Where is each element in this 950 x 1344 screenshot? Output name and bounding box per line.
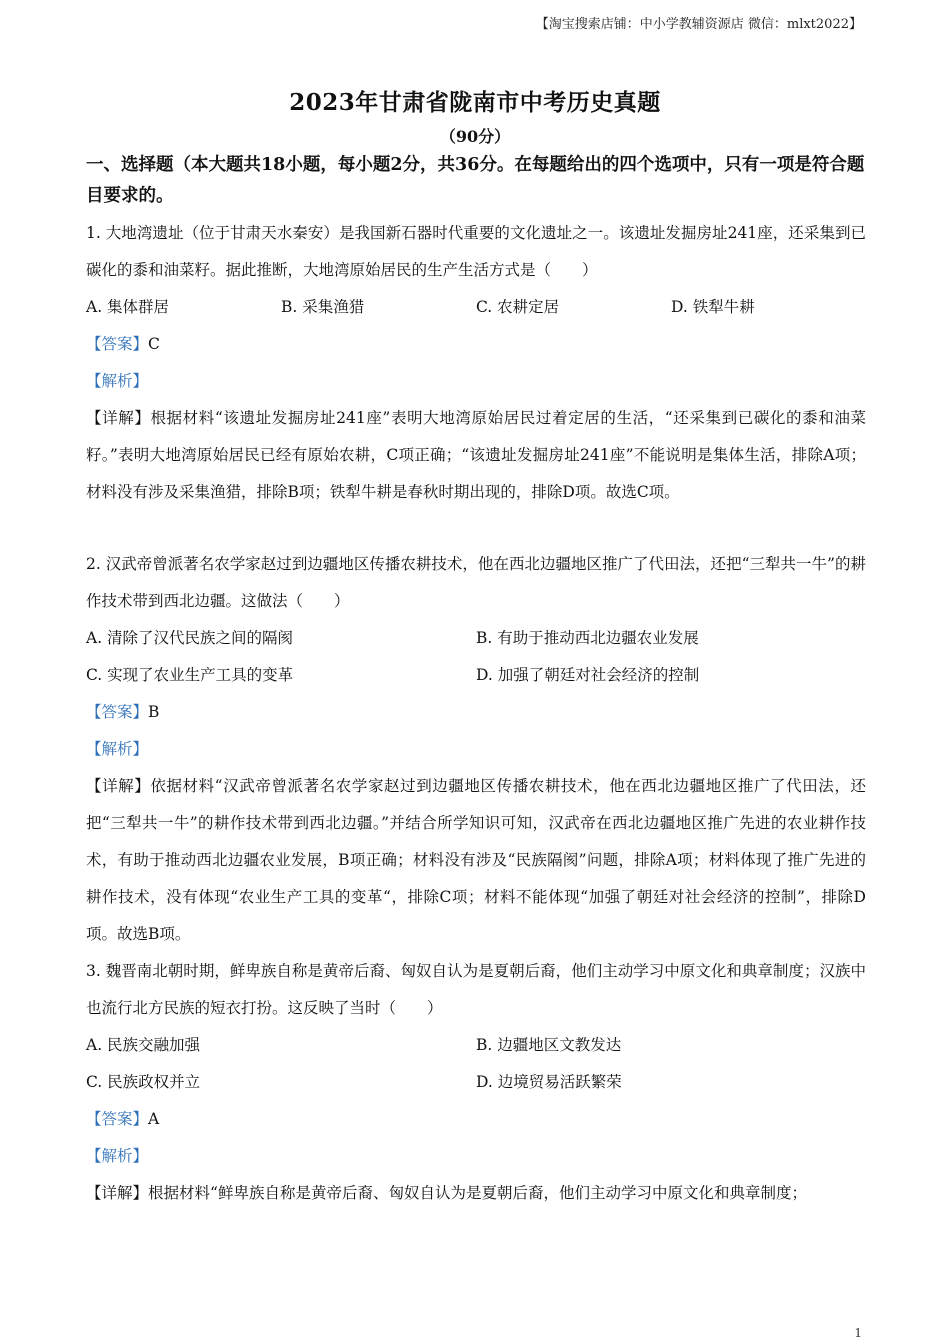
total-score: （90分） [439, 127, 511, 146]
detail-text: 依据材料“汉武帝曾派著名农学家赵过到边疆地区传播农耕技术，他在西北边疆地区推广了代田法，还把“三犁共一牛”的耕作技术带到西北边疆。”并结合所学知识可知，汉武帝在西北边疆地区推广先进的农业耕作技术，有助于推动西北边疆农业发展，B项正确；材料没有涉及“民族隔阂”问题，排除A项；材料体现了推广先进的耕作技术，没有体现“农业生产工具的变革“，排除C项；材料不能体现“加强了朝廷对社会经济的控制”，排除D项。故选B项。 [86, 777, 866, 943]
option-list [86, 289, 866, 326]
option-row [86, 1064, 866, 1101]
detail-paragraph [86, 768, 866, 953]
detail-tag: 【详解】 [86, 777, 151, 795]
option-a: A. 清除了汉代民族之间的隔阂 [86, 629, 294, 647]
analysis-tag: 【解析】 [86, 740, 149, 758]
page-header: 【淘宝搜索店铺：中小学教辅资源店 微信：mlxt2022】 [535, 17, 862, 32]
option-a: A. 民族交融加强 [86, 1036, 201, 1054]
document-body [86, 150, 866, 1212]
option-row [86, 657, 866, 694]
question-stem: 2. 汉武帝曾派著名农学家赵过到边疆地区传播农耕技术，他在西北边疆地区推广了代田法，还把“三犁共一牛”的耕作技术带到西北边疆。这做法（ ） [86, 555, 866, 610]
answer-line [86, 694, 866, 731]
option-row [86, 1027, 866, 1064]
answer-tag: 【答案】 [86, 1110, 149, 1128]
answer-line [86, 1101, 866, 1138]
detail-paragraph [86, 1175, 866, 1212]
option-b: B. 有助于推动西北边疆农业发展 [476, 629, 699, 647]
option-b: B. 采集渔猎 [281, 298, 365, 316]
question-stem: 1. 大地湾遗址（位于甘肃天水秦安）是我国新石器时代重要的文化遗址之一。该遗址发掘房址241座，还采集到已碳化的黍和油菜籽。据此推断，大地湾原始居民的生产生活方式是（ ） [86, 224, 866, 279]
detail-text: 根据材料“鲜卑族自称是黄帝后裔、匈奴自认为是夏朝后裔，他们主动学习中原文化和典章制度； [148, 1184, 807, 1202]
question-2 [86, 546, 866, 953]
answer-tag: 【答案】 [86, 703, 149, 721]
option-a: A. 集体群居 [86, 298, 170, 316]
option-c: C. 农耕定居 [476, 298, 560, 316]
answer-value: C [148, 335, 160, 353]
answer-tag: 【答案】 [86, 335, 149, 353]
detail-paragraph [86, 400, 866, 511]
option-c: C. 实现了农业生产工具的变革 [86, 666, 294, 684]
option-b: B. 边疆地区文教发达 [476, 1036, 622, 1054]
option-d: D. 边境贸易活跃繁荣 [476, 1073, 622, 1091]
answer-line [86, 326, 866, 363]
spacer [86, 511, 866, 546]
detail-tag: 【详解】 [86, 1184, 149, 1202]
option-d: D. 加强了朝廷对社会经济的控制 [476, 666, 700, 684]
analysis-tag: 【解析】 [86, 1147, 149, 1165]
option-c: C. 民族政权并立 [86, 1073, 201, 1091]
detail-tag: 【详解】 [86, 409, 151, 427]
option-row [86, 620, 866, 657]
answer-value: B [148, 703, 160, 721]
option-d: D. 铁犁牛耕 [671, 298, 755, 316]
section-title: 一、选择题（本大题共18小题，每小题2分，共36分。在每题给出的四个选项中，只有一项是符合题目要求的。 [86, 155, 865, 206]
question-3 [86, 953, 866, 1212]
question-1 [86, 215, 866, 511]
answer-value: A [148, 1110, 160, 1128]
detail-text: 根据材料“该遗址发掘房址241座”表明大地湾原始居民过着定居的生活，“还采集到已碳化的黍和油菜籽。”表明大地湾原始居民已经有原始农耕，C项正确；“该遗址发掘房址241座”不能说明是集体生活，排除A项；材料没有涉及采集渔猎，排除B项；铁犁牛耕是春秋时期出现的，排除D项。故选C项。 [86, 409, 866, 501]
question-stem: 3. 魏晋南北朝时期，鲜卑族自称是黄帝后裔、匈奴自认为是夏朝后裔，他们主动学习中原文化和典章制度；汉族中也流行北方民族的短衣打扮。这反映了当时（ ） [86, 962, 866, 1017]
document-title: 2023年甘肃省陇南市中考历史真题 [289, 89, 661, 116]
analysis-tag: 【解析】 [86, 372, 149, 390]
page-number: 1 [854, 1326, 862, 1340]
